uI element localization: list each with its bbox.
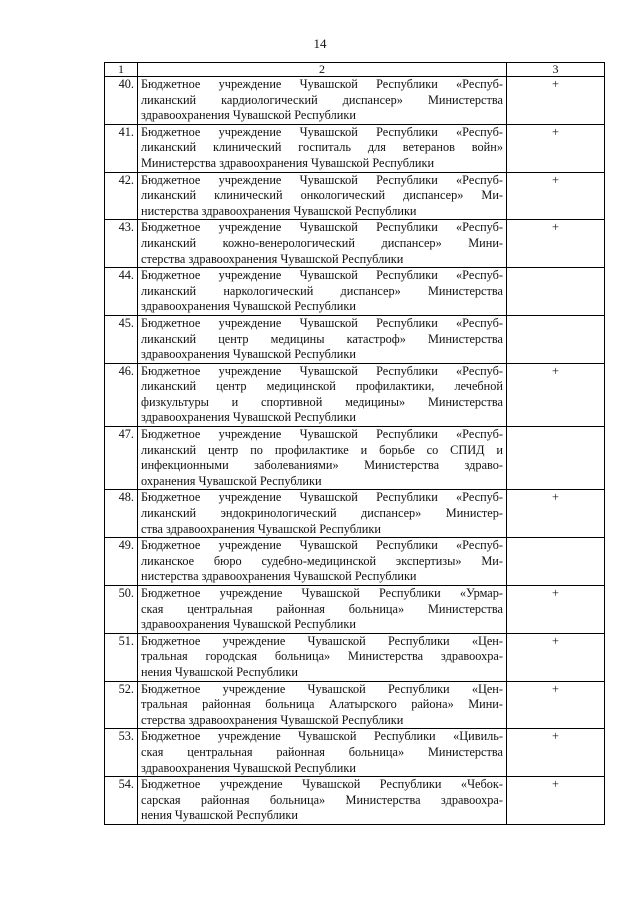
row-number: 50. [105,586,138,634]
institution-name [138,777,507,825]
row-number: 48. [105,490,138,538]
table-row [105,586,605,634]
table-row [105,268,605,316]
institution-name-line: ликанский кожно-венерологический диспансер» Мини- [141,235,503,250]
institution-name-line: ликанский клинический госпиталь для ветеранов войн» [141,140,503,155]
institution-name-line: ликанский центр медицинской профилактики, лечебной [141,379,503,394]
institution-name-line: здравоохранения Чувашской Республики [141,760,356,775]
row-mark: + [507,363,605,426]
institution-name-line: ства здравоохранения Чувашской Республики [141,521,381,536]
institution-name-line: Бюджетное учреждение Чувашской Республики «Респуб- [141,268,503,283]
institution-name [138,729,507,777]
table-header-row [105,63,605,77]
institution-name [138,427,507,490]
row-mark: + [507,124,605,172]
institution-name-line: нения Чувашской Республики [141,664,298,679]
institution-name-line: Бюджетное учреждение Чувашской Республики «Респуб- [141,315,503,330]
institution-name-line: ликанский центр по профилактике и борьбе со СПИД и [141,442,503,457]
row-number: 42. [105,172,138,220]
institution-name-line: сарская районная больница» Министерства здравоохра- [141,792,503,807]
institution-name-line: ликанский центр медицины катастроф» Министерства [141,331,503,346]
institution-name [138,633,507,681]
row-mark: + [507,729,605,777]
column-header-1: 1 [105,63,138,77]
page-number: 14 [313,36,327,51]
row-number: 54. [105,777,138,825]
row-mark: + [507,172,605,220]
row-mark: + [507,77,605,125]
table-row [105,633,605,681]
institution-name-line: Бюджетное учреждение Чувашской Республики «Респуб- [141,220,503,235]
institution-name-line: тральная городская больница» Министерства здравоохра- [141,649,503,664]
row-mark: + [507,681,605,729]
row-number: 45. [105,315,138,363]
table-row [105,315,605,363]
institution-name-line: Бюджетное учреждение Чувашской Республики «Респуб- [141,124,503,139]
row-number: 47. [105,427,138,490]
institution-name [138,315,507,363]
institution-name-line: тральная районная больница Алатырского района» Мини- [141,697,503,712]
row-number: 52. [105,681,138,729]
institution-name-line: здравоохранения Чувашской Республики [141,347,356,362]
row-mark [507,538,605,586]
institution-name-line: нистерства здравоохранения Чувашской Республики [141,569,417,584]
column-header-2: 2 [138,63,507,77]
institution-name-line: Бюджетное учреждение Чувашской Республики «Цивиль- [141,729,503,744]
row-mark: + [507,220,605,268]
table-row [105,427,605,490]
row-mark: + [507,490,605,538]
table-row [105,77,605,125]
row-mark [507,268,605,316]
institution-name-line: ликанский наркологический диспансер» Министерства [141,283,503,298]
institution-name-line: Бюджетное учреждение Чувашской Республики «Чебок- [141,777,503,792]
institution-name [138,77,507,125]
row-number: 40. [105,77,138,125]
institution-name [138,538,507,586]
institution-name-line: нения Чувашской Республики [141,808,298,823]
institution-name [138,586,507,634]
table-row [105,729,605,777]
institution-name [138,220,507,268]
institution-name-line: физкультуры и спортивной медицины» Министерства [141,394,503,409]
institution-name-line: здравоохранения Чувашской Республики [141,617,356,632]
column-header-3: 3 [507,63,605,77]
institution-name-line: Бюджетное учреждение Чувашской Республики «Респуб- [141,363,503,378]
institution-name-line: инфекционными заболеваниями» Министерства здраво- [141,458,503,473]
row-number: 43. [105,220,138,268]
institution-name-line: ликанский эндокринологический диспансер» Министер- [141,506,503,521]
institution-name-line: ская центральная районная больница» Министерства [141,744,503,759]
institution-name-line: здравоохранения Чувашской Республики [141,410,356,425]
institution-name [138,363,507,426]
row-number: 41. [105,124,138,172]
table-row [105,124,605,172]
row-number: 44. [105,268,138,316]
institution-name-line: Бюджетное учреждение Чувашской Республики «Цен- [141,633,503,648]
row-mark: + [507,633,605,681]
institution-name-line: Бюджетное учреждение Чувашской Республики «Урмар- [141,586,503,600]
institution-name-line: стерства здравоохранения Чувашской Республики [141,251,404,266]
institution-name [138,268,507,316]
institution-name-line: ская центральная районная больница» Министерства [141,601,503,616]
row-number: 46. [105,363,138,426]
institution-name [138,490,507,538]
institutions-table [104,62,605,825]
institution-name-line: Бюджетное учреждение Чувашской Республики «Респуб- [141,490,503,505]
table-row [105,172,605,220]
institution-name-line: Бюджетное учреждение Чувашской Республики «Респуб- [141,77,503,91]
table-row [105,538,605,586]
institution-name-line: ликанское бюро судебно-медицинской экспертизы» Ми- [141,553,503,568]
table-row [105,220,605,268]
table-row [105,363,605,426]
table-row [105,777,605,825]
row-mark: + [507,777,605,825]
table-row [105,681,605,729]
row-mark [507,315,605,363]
institution-name-line: ликанский клинический онкологический диспансер» Ми- [141,188,503,203]
institution-name [138,172,507,220]
row-number: 51. [105,633,138,681]
institution-name-line: Бюджетное учреждение Чувашской Республики «Респуб- [141,538,503,553]
institution-name [138,681,507,729]
institution-name-line: здравоохранения Чувашской Республики [141,299,356,314]
institution-name [138,124,507,172]
row-number: 53. [105,729,138,777]
row-mark [507,427,605,490]
institution-name-line: Бюджетное учреждение Чувашской Республики «Респуб- [141,172,503,187]
institution-name-line: нистерства здравоохранения Чувашской Республики [141,203,417,218]
institution-name-line: ликанский кардиологический диспансер» Министерства [141,92,503,107]
institution-name-line: стерства здравоохранения Чувашской Республики [141,712,404,727]
row-number: 49. [105,538,138,586]
table-row [105,490,605,538]
row-mark: + [507,586,605,634]
institution-name-line: Бюджетное учреждение Чувашской Республики «Цен- [141,681,503,696]
institution-name-line: охранения Чувашской Республики [141,473,322,488]
institution-name-line: Министерства здравоохранения Чувашской Республики [141,155,435,170]
institution-name-line: Бюджетное учреждение Чувашской Республики «Респуб- [141,427,503,442]
institution-name-line: здравоохранения Чувашской Республики [141,108,356,123]
